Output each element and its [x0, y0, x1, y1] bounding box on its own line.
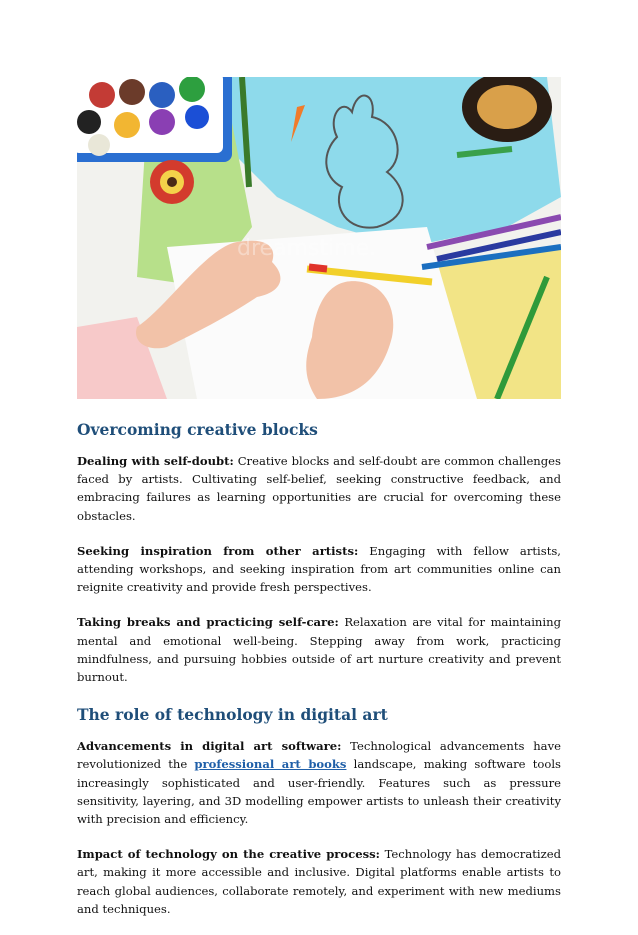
paragraph-self-care: [77, 613, 561, 686]
paragraph-label: Advancements in digital art software:: [77, 739, 342, 754]
paragraph-software: [77, 737, 561, 828]
paragraph-label: Seeking inspiration from other artists:: [77, 543, 359, 558]
paragraph-self-doubt: [77, 452, 561, 525]
paragraph-text: Relaxation are vital for maintaining mental and emotional well-being. Stepping away from work, practicing mindfulness, and pursuing hobbies outside of art nurture creativity and prevent burnout.: [77, 615, 561, 685]
section-heading-technology: The role of technology in digital art: [77, 705, 388, 725]
article-content: [77, 418, 561, 935]
child-drawing-illustration: [77, 77, 561, 399]
paragraph-text: Creative blocks and self-doubt are common challenges faced by artists. Cultivating self-belief, seeking constructive feedback, and embracing failures as learning opportunities are crucial for overcoming these obstacles.: [77, 454, 561, 523]
hero-image: [77, 77, 561, 399]
paragraph-text: Technological advancements have revolutionized the: [77, 739, 561, 772]
section-heading-creative-blocks: Overcoming creative blocks: [77, 420, 318, 439]
paragraph-inspiration: [77, 542, 561, 597]
paragraph-label: Dealing with self-doubt:: [77, 454, 234, 468]
paragraph-label: Taking breaks and practicing self-care:: [77, 615, 339, 630]
paragraph-text: landscape, making software tools increasingly sophisticated and user-friendly. Features such as pressure sensitivity, layering, and 3D modelling empower artists to unleash their creativity with precision and efficiency.: [77, 757, 562, 827]
paragraph-text: Engaging with fellow artists, attending workshops, and seeking inspiration from art communities online can reignite creativity and provide fresh perspectives.: [77, 543, 561, 595]
paragraph-impact: [77, 845, 561, 918]
watermark-text: dreamstime.: [237, 236, 377, 261]
professional-art-books-link[interactable]: professional art books: [194, 757, 347, 772]
paragraph-text: Technology has democratized art, making it more accessible and inclusive. Digital platforms enable artists to reach global audiences, collaborate remotely, and experiment with new mediums and techniques.: [77, 847, 561, 916]
paragraph-label: Impact of technology on the creative process:: [77, 847, 380, 862]
